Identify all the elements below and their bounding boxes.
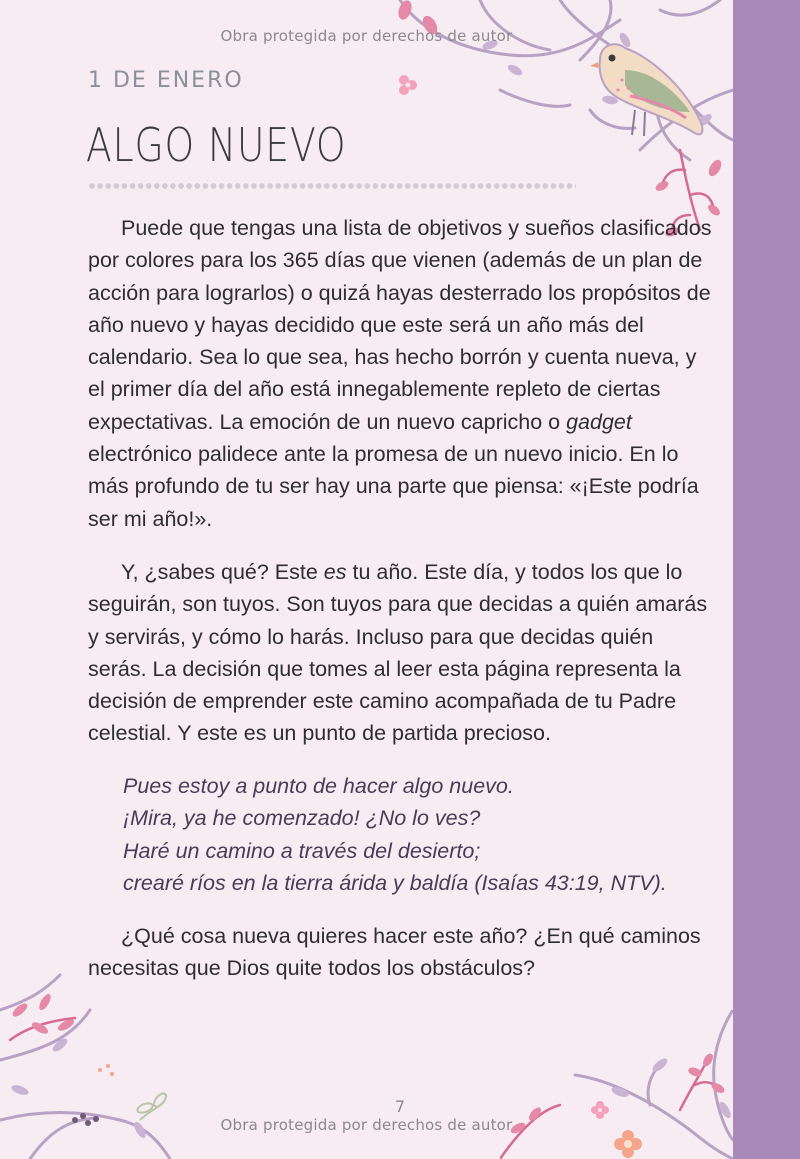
paragraph-1-text-b: electrónico palidece ante la promesa de un nuevo inicio. En lo más profundo de tu ser hay una parte que piensa: «¡Este podría ser mi año!». — [88, 442, 699, 531]
paragraph-1 — [88, 212, 713, 535]
purple-page-edge-band — [733, 0, 800, 1159]
closing-question — [88, 920, 713, 985]
floral-branch-bottom-right-decoration — [500, 1010, 733, 1159]
copyright-watermark-top: Obra protegida por derechos de autor — [220, 27, 513, 45]
entry-title: ALGO NUEVO — [86, 118, 347, 172]
copyright-watermark-bottom: Obra protegida por derechos de autor — [220, 1116, 513, 1134]
page-number: 7 — [394, 1097, 406, 1116]
verse-line: Haré un camino a través del desierto; — [123, 838, 481, 863]
verse-line: Pues estoy a punto de hacer algo nuevo. — [123, 774, 514, 798]
paragraph-2 — [88, 556, 713, 750]
paragraph-1-text-a: Puede que tengas una lista de objetivos y sueños clasificados por colores para los 365 días que vienen (además de un plan de acción para lograrlos) o quizá hayas desterrado los propósitos de año nuevo y hayas decidido que este será un año más del calendario. Sea lo que sea, has hecho borrón y cuenta nueva, y el primer día del año está innegablemente repleto de ciertas expectativas. La emoción de un nuevo capricho o — [88, 216, 712, 434]
verse-line: crearé ríos en la tierra árida y baldía (Isaías 43:19, NTV). — [123, 870, 667, 895]
entry-date: 1 DE ENERO — [88, 68, 244, 93]
paragraph-1-italic-word: gadget — [566, 409, 632, 434]
paragraph-2-italic-word: es — [323, 560, 347, 584]
scripture-quote — [123, 770, 667, 899]
paragraph-2-text-a: Y, ¿sabes qué? Este — [121, 560, 324, 584]
verse-line: ¡Mira, ya he comenzado! ¿No lo ves? — [123, 806, 481, 831]
dotted-divider — [88, 182, 576, 190]
closing-paragraph: ¿Qué cosa nueva quieres hacer este año? ¿En qué caminos necesitas que Dios quite todos los obstáculos? — [88, 924, 701, 981]
paragraph-2-text-b: tu año. Este día, y todos los que lo seguirán, son tuyos. Son tuyos para que decidas a quién amarás y servirás, y cómo lo harás. Incluso para que decidas quién serás. La decisión que tomes al leer esta página representa la decisión de emprender este camino acompañada de tu Padre celestial. Y este es un punto de partida precioso. — [88, 560, 708, 746]
